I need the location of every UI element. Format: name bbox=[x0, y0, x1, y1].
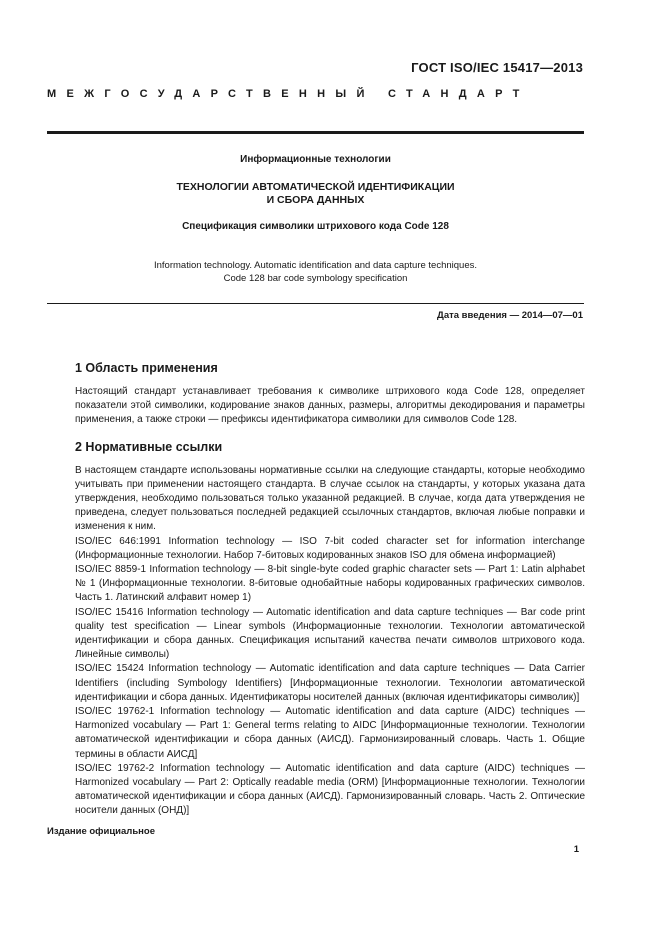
reference-item: ISO/IEC 19762-2 Information technology — Automatic identification and data capture (AIDC) techniques — Harmonized vocabulary — Part 2: Optically readable media (ORM) [Информационные технологии. Технологии автоматической идентификации и сбора данных (АИСД). Гармонизированный словарь. Часть 2. Оптические носители данных (ОНД)] bbox=[75, 762, 585, 817]
title-main bbox=[47, 181, 584, 207]
title-english bbox=[47, 259, 584, 285]
standard-type: МЕЖГОСУДАРСТВЕННЫЙ СТАНДАРТ bbox=[47, 88, 530, 100]
section-2-heading: 2 Нормативные ссылки bbox=[75, 439, 223, 454]
title-group: Информационные технологии bbox=[240, 154, 391, 165]
document-body bbox=[75, 360, 585, 819]
header-divider bbox=[47, 131, 584, 134]
title-english-line1: Information technology. Automatic identification and data capture techniques. bbox=[153, 260, 478, 271]
edition-note: Издание официальное bbox=[47, 826, 155, 837]
intro-date: Дата введения — 2014—07—01 bbox=[437, 310, 583, 321]
standard-number: ГОСТ ISO/IEC 15417—2013 bbox=[411, 60, 583, 75]
reference-item: ISO/IEC 646:1991 Information technology — ISO 7-bit coded character set for information interchange (Информационные технологии. Набор 7-битовых кодированных знаков ISO для обмена информацией) bbox=[75, 535, 585, 561]
section-1-text: Настоящий стандарт устанавливает требования к символике штрихового кода Code 128, определяет показатели этой символики, кодирование знаков данных, размеры, алгоритмы декодирования и параметры применения, а также строки — префиксы идентификатора символики для символов Code 128. bbox=[75, 386, 585, 426]
section-2-intro: В настоящем стандарте использованы нормативные ссылки на следующие стандарты, которые необходимо учитывать при применении настоящего стандарта. В случае ссылок на стандарты, у которых указана дата утверждения, необходимо пользоваться только указанной редакцией. В случае, когда дата утверждения не приведена, следует пользоваться последней редакцией ссылочных стандартов, включая любые поправки и изменения к ним. bbox=[75, 464, 585, 533]
section-1-heading: 1 Область применения bbox=[75, 361, 218, 375]
title-english-line2: Code 128 bar code symbology specification bbox=[223, 273, 408, 284]
reference-item: ISO/IEC 19762-1 Information technology — Automatic identification and data capture (AIDC) techniques — Harmonized vocabulary — Part 1: General terms relating to AIDC [Информационные технологии. Технологии автоматической идентификации и сбора данных (АИСД). Гармонизированный словарь. Часть 1. Общие термины в области АИСД] bbox=[75, 706, 585, 760]
title-main-line1: ТЕХНОЛОГИИ АВТОМАТИЧЕСКОЙ ИДЕНТИФИКАЦИИ bbox=[176, 181, 455, 193]
reference-item: ISO/IEC 8859-1 Information technology — 8-bit single-byte coded graphic character sets — Part 1: Latin alphabet № 1 (Информационные технологии. 8-битовые однобайтные наборы кодированных графических символов. Часть 1. Латинский алфавит номер 1) bbox=[75, 564, 585, 604]
title-main-line2: И СБОРА ДАННЫХ bbox=[266, 194, 365, 206]
title-subtitle: Спецификация символики штрихового кода Code 128 bbox=[182, 221, 449, 232]
page-number: 1 bbox=[573, 844, 579, 855]
reference-item: ISO/IEC 15416 Information technology — Automatic identification and data capture techniques — Bar code print quality test specification — Linear symbols (Информационные технологии. Технологии автоматической идентификации и сбора данных. Спецификация испытаний качества печати символов штрихового кода. Линейные символы) bbox=[75, 606, 585, 661]
reference-item: ISO/IEC 15424 Information technology — Automatic identification and data capture techniques — Data Carrier Identifiers (including Symbology Identifiers) [Информационные технологии. Технологии автоматической идентификации и сбора данных. Идентификаторы носителей данных (включая идентификаторы символик)] bbox=[75, 663, 585, 703]
title-divider bbox=[47, 303, 584, 304]
references-list bbox=[75, 535, 585, 819]
